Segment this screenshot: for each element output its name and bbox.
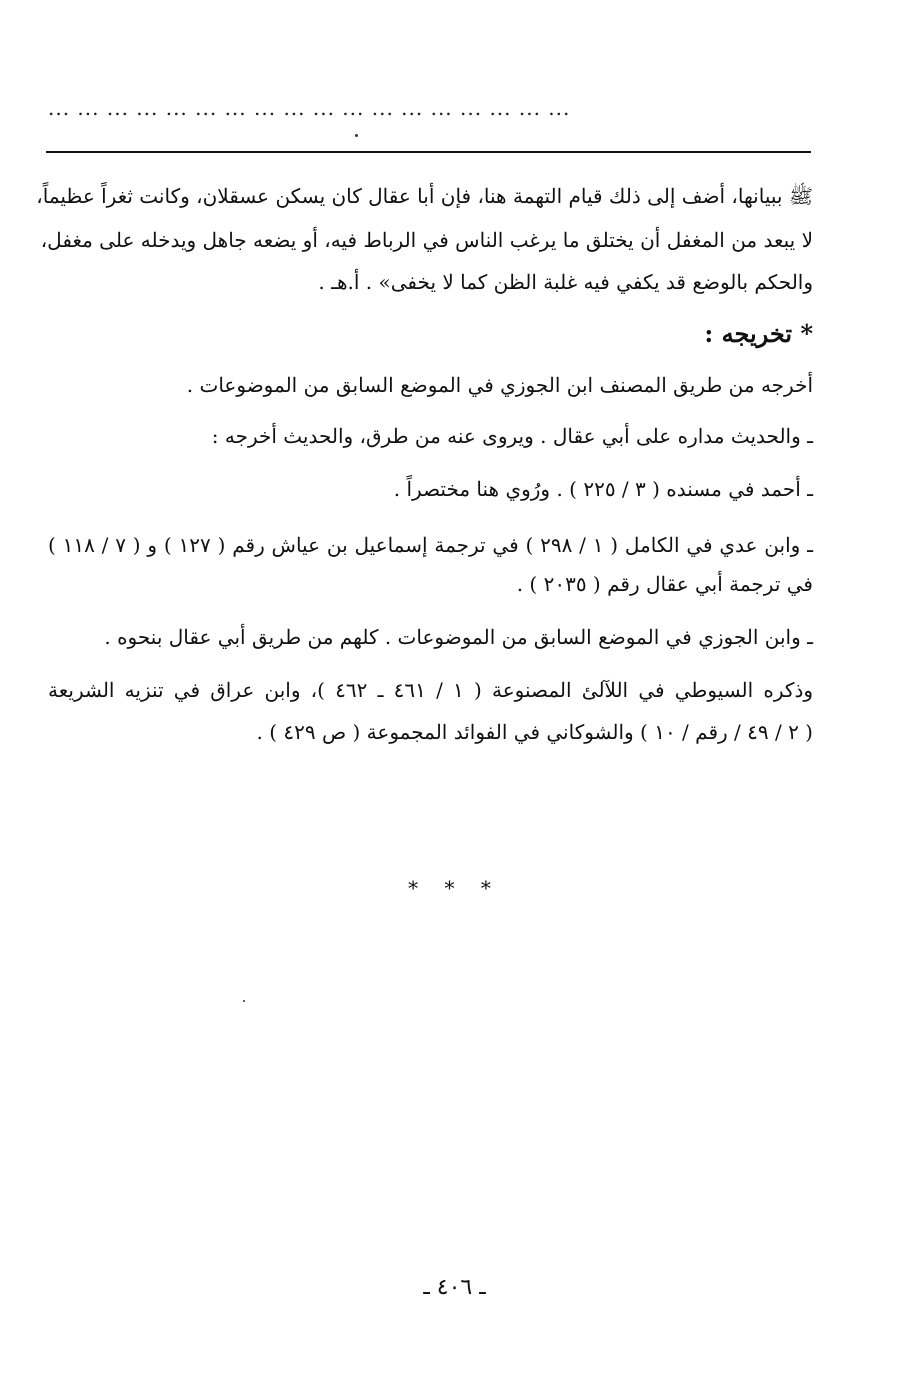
separator-dots: ... ... ... ... ... ... ... ... ... ... ... ... ... ... ... ... ... ... (48, 96, 571, 120)
end-section-stars: * * * (408, 876, 501, 900)
footnote-line-2: لا يبعد من المغفل أن يختلق ما يرغب الناس في الرباط فيه، أو يضعه جاهل ويدخله على مغفل، (40, 228, 813, 252)
paragraph-6: وذكره السيوطي في اللآلئ المصنوعة ( ١ / ٤٦١ ـ ٤٦٢ )، وابن عراق في تنزيه الشريعة (48, 678, 814, 702)
paragraph-6-continued: ( ٢ / ٤٩ / رقم / ١٠ ) والشوكاني في الفوائد المجموعة ( ص ٤٢٩ ) . (256, 720, 813, 744)
paragraph-4: ـ وابن عدي في الكامل ( ١ / ٢٩٨ ) في ترجمة إسماعيل بن عياش رقم ( ١٢٧ ) و ( ٧ / ١١٨ ) (48, 533, 813, 557)
section-heading: * تخريجه : (704, 319, 813, 348)
paragraph-5: ـ وابن الجوزي في الموضع السابق من الموضوعات . كلهم من طريق أبي عقال بنحوه . (104, 625, 813, 649)
paragraph-1: أخرجه من طريق المصنف ابن الجوزي في الموضع السابق من الموضوعات . (186, 373, 813, 397)
footnote-line-1: ﷺ ببيانها، أضف إلى ذلك قيام التهمة هنا، فإن أبا عقال كان يسكن عسقلان، وكانت ثغراً عظيماً، (36, 184, 813, 208)
paragraph-4-continued: في ترجمة أبي عقال رقم ( ٢٠٣٥ ) . (516, 572, 813, 596)
paragraph-2: ـ والحديث مداره على أبي عقال . ويروى عنه من طرق، والحديث أخرجه : (211, 424, 813, 448)
ink-speck (355, 134, 358, 137)
footnote-divider-line (46, 151, 811, 153)
footnote-line-3: والحكم بالوضع قد يكفي فيه غلبة الظن كما لا يخفى» . أ.هـ . (318, 270, 813, 294)
ink-speck (243, 1000, 245, 1002)
paragraph-3: ـ أحمد في مسنده ( ٣ / ٢٢٥ ) . ورُوي هنا مختصراً . (393, 477, 813, 501)
page-number: ـ ٤٠٦ ـ (423, 1275, 486, 1300)
